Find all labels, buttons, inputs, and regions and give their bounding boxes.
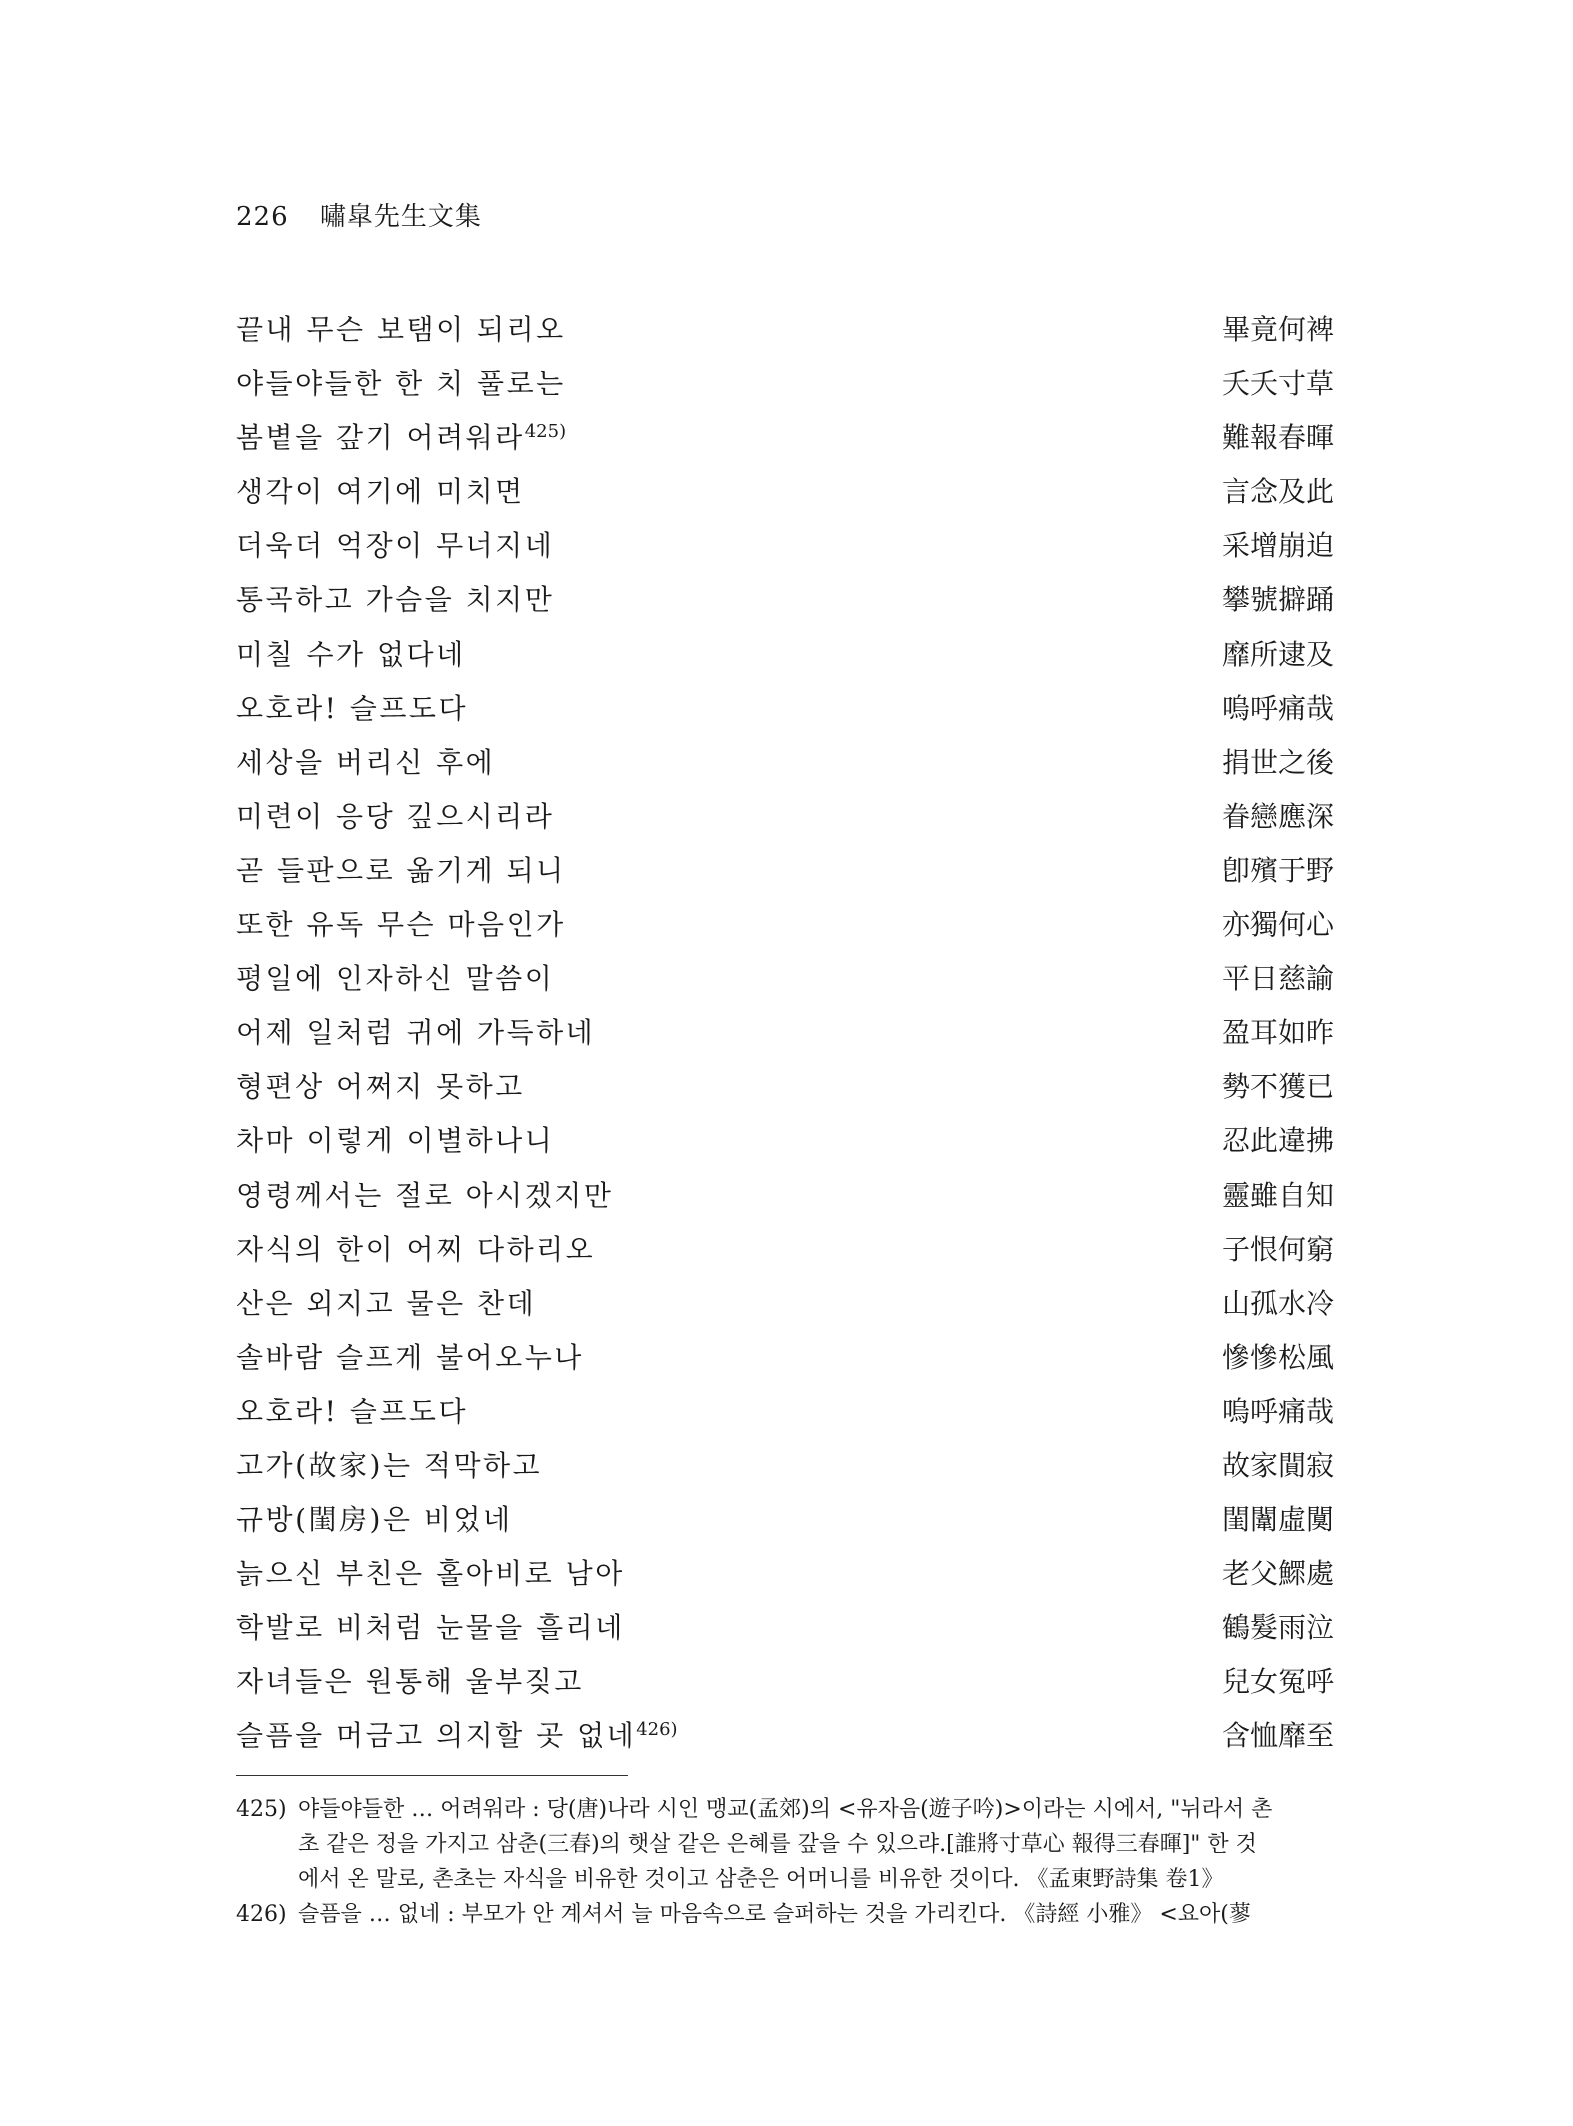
poem-korean bbox=[236, 1660, 584, 1700]
poem-korean bbox=[236, 849, 566, 889]
poem-korean-text: 고가(故家)는 적막하고 bbox=[236, 1448, 543, 1482]
poem-hanja: 捐世之後 bbox=[1221, 745, 1334, 779]
poem-hanja: 閨闈虛闃 bbox=[1221, 1503, 1334, 1537]
poem-korean-text: 어제 일처럼 귀에 가득하네 bbox=[236, 1016, 596, 1050]
footnote-line: 슬픔을 … 없네 : 부모가 안 계셔서 늘 마음속으로 슬퍼하는 것을 가리킨다. 《詩經 小雅》 <요아(蓼 bbox=[298, 1902, 1251, 1927]
poem-korean bbox=[236, 1174, 613, 1214]
poem-korean-text: 또한 유독 무슨 마음인가 bbox=[236, 908, 566, 942]
poem-korean-text: 솔바람 슬프게 불어오누나 bbox=[236, 1340, 584, 1374]
poem-line bbox=[236, 416, 1334, 470]
poem-hanja: 眷戀應深 bbox=[1221, 799, 1334, 833]
poem-korean bbox=[236, 1390, 468, 1430]
poem-line bbox=[236, 1011, 1334, 1065]
poem-korean-text: 영령께서는 절로 아시겠지만 bbox=[236, 1178, 614, 1212]
page-header bbox=[236, 196, 482, 233]
poem-hanja: 嗚呼痛哉 bbox=[1221, 1394, 1334, 1428]
poem-line bbox=[236, 957, 1334, 1011]
poem-korean bbox=[236, 1228, 595, 1268]
poem-korean-text: 슬픔을 머금고 의지할 곳 없네 bbox=[236, 1719, 637, 1753]
footnotes bbox=[236, 1792, 1338, 1932]
poem-hanja: 嗚呼痛哉 bbox=[1221, 691, 1334, 725]
poem-korean bbox=[236, 741, 495, 781]
poem-korean-text: 통곡하고 가슴을 치지만 bbox=[236, 583, 555, 617]
poem-hanja: 兒女冤呼 bbox=[1221, 1665, 1334, 1699]
page-number: 226 bbox=[236, 202, 289, 232]
poem-korean-text: 야들야들한 한 치 풀로는 bbox=[236, 367, 566, 401]
poem-hanja: 山孤水冷 bbox=[1221, 1286, 1334, 1320]
poem-line bbox=[236, 795, 1334, 849]
poem-line bbox=[236, 687, 1334, 741]
footnote-number: 425) bbox=[236, 1797, 287, 1822]
poem-korean-text: 봄볕을 갚기 어려워라 bbox=[236, 421, 525, 455]
poem-hanja: 慘慘松風 bbox=[1221, 1340, 1334, 1374]
poem-line bbox=[236, 1228, 1334, 1282]
poem-line bbox=[236, 903, 1334, 957]
poem-korean-text: 곧 들판으로 옮기게 되니 bbox=[236, 853, 566, 887]
poem-hanja: 鶴髮雨泣 bbox=[1221, 1611, 1334, 1645]
poem-hanja: 亦獨何心 bbox=[1221, 908, 1334, 942]
poem-korean bbox=[236, 470, 525, 510]
poem-korean bbox=[236, 524, 554, 564]
poem-line bbox=[236, 578, 1334, 632]
poem-korean-text: 더욱더 억장이 무너지네 bbox=[236, 529, 555, 563]
poem-line bbox=[236, 1282, 1334, 1336]
poem-line bbox=[236, 470, 1334, 524]
poem-line bbox=[236, 524, 1334, 578]
poem-line bbox=[236, 1065, 1334, 1119]
poem-korean bbox=[236, 795, 554, 835]
poem-hanja: 老父鰥處 bbox=[1221, 1557, 1334, 1591]
poem-korean bbox=[236, 1606, 625, 1646]
poem-korean-text: 세상을 버리신 후에 bbox=[236, 745, 496, 779]
footnote-reference: 425) bbox=[524, 421, 567, 443]
poem-line bbox=[236, 1606, 1334, 1660]
poem-hanja: 子恨何窮 bbox=[1221, 1232, 1334, 1266]
poem-line bbox=[236, 1336, 1334, 1390]
poem-hanja: 采增崩迫 bbox=[1221, 529, 1334, 563]
poem-line bbox=[236, 1498, 1334, 1552]
poem-line bbox=[236, 1552, 1334, 1606]
poem-hanja: 靈雖自知 bbox=[1221, 1178, 1334, 1212]
poem-korean-text: 산은 외지고 물은 찬데 bbox=[236, 1286, 537, 1320]
poem-korean bbox=[236, 1011, 595, 1051]
footnote bbox=[236, 1897, 1338, 1932]
footnote bbox=[236, 1792, 1338, 1897]
poem-korean bbox=[236, 416, 566, 456]
poem-hanja: 勢不獲已 bbox=[1221, 1070, 1334, 1104]
poem-hanja: 靡所逮及 bbox=[1221, 637, 1334, 671]
poem-korean bbox=[236, 903, 566, 943]
poem-korean bbox=[236, 1119, 554, 1159]
poem-korean bbox=[236, 687, 468, 727]
poem-korean bbox=[236, 1065, 525, 1105]
poem-line bbox=[236, 1174, 1334, 1228]
poem-line bbox=[236, 849, 1334, 903]
poem-korean-text: 학발로 비처럼 눈물을 흘리네 bbox=[236, 1611, 625, 1645]
poem-korean-text: 미련이 응당 깊으시리라 bbox=[236, 799, 555, 833]
poem-korean bbox=[236, 1282, 536, 1322]
poem-korean-text: 오호라! 슬프도다 bbox=[236, 691, 468, 725]
poem-hanja: 畢竟何裨 bbox=[1221, 313, 1334, 346]
poem-korean-text: 차마 이렇게 이별하나니 bbox=[236, 1124, 555, 1158]
poem-korean-text: 규방(閨房)은 비었네 bbox=[236, 1503, 513, 1537]
footnote-divider bbox=[236, 1775, 628, 1776]
poem-korean-text: 생각이 여기에 미치면 bbox=[236, 475, 525, 509]
poem-korean-text: 오호라! 슬프도다 bbox=[236, 1394, 468, 1428]
poem-hanja: 卽殯于野 bbox=[1221, 853, 1334, 887]
poem-korean-text: 미칠 수가 없다네 bbox=[236, 637, 466, 671]
poem-korean-text: 자녀들은 원통해 울부짖고 bbox=[236, 1665, 584, 1699]
poem-line bbox=[236, 1714, 1334, 1768]
poem-hanja: 平日慈諭 bbox=[1221, 962, 1334, 996]
poem-hanja: 夭夭寸草 bbox=[1221, 367, 1334, 401]
poem-korean bbox=[236, 1552, 625, 1592]
poem-korean-text: 늙으신 부친은 홀아비로 남아 bbox=[236, 1557, 625, 1591]
poem-hanja: 故家閴寂 bbox=[1221, 1448, 1334, 1482]
poem-hanja: 難報春暉 bbox=[1221, 421, 1334, 455]
footnote-line: 에서 온 말로, 촌초는 자식을 비유한 것이고 삼춘은 어머니를 비유한 것이다. 《孟東野詩集 卷1》 bbox=[298, 1867, 1224, 1892]
poem-hanja: 言念及此 bbox=[1221, 475, 1334, 509]
poem-body bbox=[236, 308, 1334, 1769]
poem-hanja: 含恤靡至 bbox=[1221, 1719, 1334, 1753]
footnote-number: 426) bbox=[236, 1902, 287, 1927]
footnote-line: 초 같은 정을 가지고 삼춘(三春)의 햇살 같은 은혜를 갚을 수 있으랴.[誰將寸草心 報得三春暉]" 한 것 bbox=[298, 1832, 1257, 1857]
poem-hanja: 盈耳如昨 bbox=[1221, 1016, 1334, 1050]
poem-korean bbox=[236, 1444, 542, 1484]
poem-korean bbox=[236, 633, 466, 673]
poem-line bbox=[236, 362, 1334, 416]
poem-korean-text: 끝내 무슨 보탬이 되리오 bbox=[236, 313, 566, 346]
poem-hanja: 忍此違拂 bbox=[1221, 1124, 1334, 1158]
poem-korean-text: 평일에 인자하신 말씀이 bbox=[236, 962, 555, 996]
footnote-text bbox=[298, 1792, 1338, 1897]
poem-hanja: 攀號擗踊 bbox=[1221, 583, 1334, 617]
footnote-reference: 426) bbox=[636, 1719, 678, 1741]
poem-line bbox=[236, 308, 1334, 362]
poem-korean-text: 자식의 한이 어찌 다하리오 bbox=[236, 1232, 596, 1266]
poem-korean bbox=[236, 308, 566, 348]
footnote-text bbox=[298, 1897, 1338, 1932]
poem-line bbox=[236, 1660, 1334, 1714]
poem-korean bbox=[236, 1336, 584, 1376]
footnote-line: 야들야들한 … 어려워라 : 당(唐)나라 시인 맹교(孟郊)의 <유자음(遊子吟)>이라는 시에서, "뉘라서 촌 bbox=[298, 1797, 1273, 1822]
poem-line bbox=[236, 1444, 1334, 1498]
poem-korean-text: 형편상 어쩌지 못하고 bbox=[236, 1070, 525, 1104]
poem-line bbox=[236, 633, 1334, 687]
book-title: 嘯皐先生文集 bbox=[319, 202, 482, 232]
poem-korean bbox=[236, 957, 554, 997]
poem-line bbox=[236, 1119, 1334, 1173]
poem-line bbox=[236, 1390, 1334, 1444]
poem-korean bbox=[236, 1714, 678, 1754]
poem-line bbox=[236, 741, 1334, 795]
poem-korean bbox=[236, 1498, 513, 1538]
poem-korean bbox=[236, 578, 554, 618]
poem-korean bbox=[236, 362, 566, 402]
